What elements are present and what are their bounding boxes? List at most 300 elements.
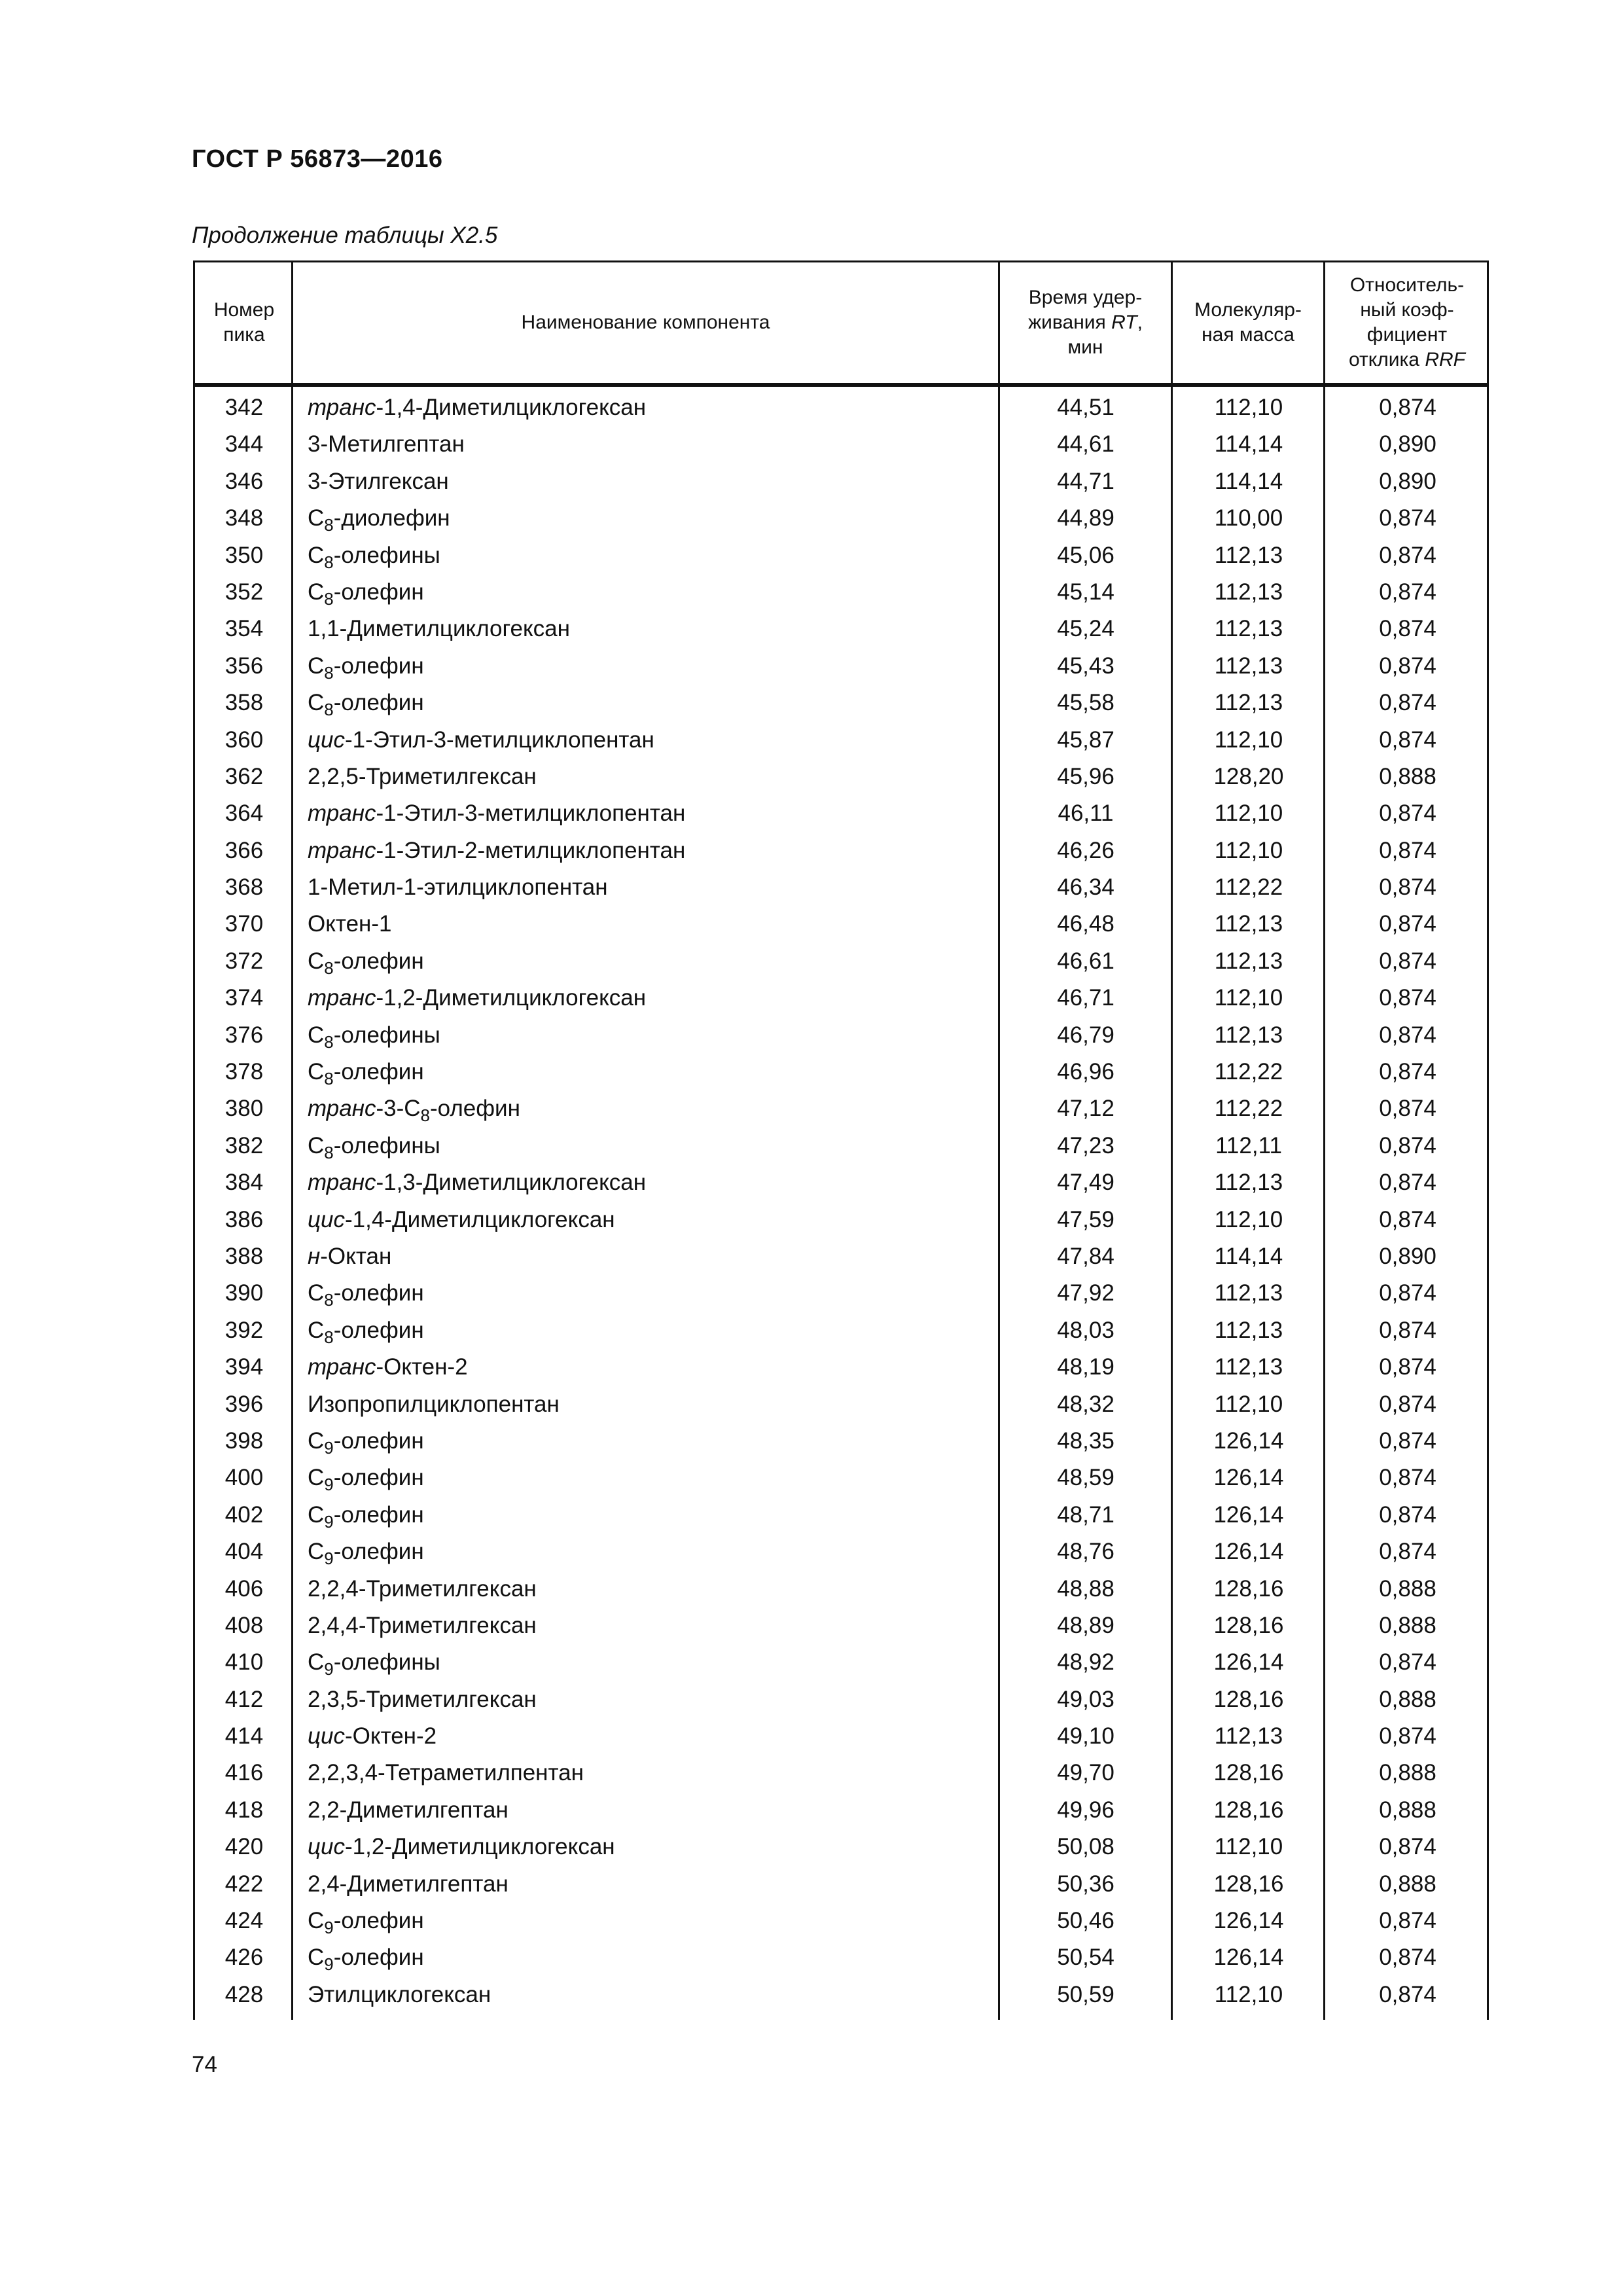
retention-time: 50,36 (1057, 1871, 1115, 1897)
retention-time: 48,88 (1057, 1575, 1115, 1602)
table-row (195, 1977, 1487, 2013)
retention-time: 49,03 (1057, 1686, 1115, 1712)
name-part: цис (308, 1834, 345, 1860)
rrf-value: 0,890 (1379, 1243, 1436, 1269)
rrf-value: 0,874 (1379, 1834, 1436, 1860)
rrf-value: 0,874 (1379, 1170, 1436, 1196)
peak-number: 370 (224, 911, 264, 937)
table-body (195, 389, 1487, 2013)
subscript: 9 (324, 1437, 334, 1458)
name-part: C (308, 690, 325, 716)
header-rrf: Относитель- ный коэф- фициент отклика RRF (1349, 274, 1465, 370)
rrf-value: 0,874 (1379, 1427, 1436, 1454)
retention-time: 50,46 (1057, 1908, 1115, 1934)
table-row (195, 1275, 1487, 1312)
peak-number: 388 (224, 1243, 264, 1269)
molecular-mass: 114,14 (1214, 431, 1283, 457)
table-row (195, 1607, 1487, 1644)
name-part: C (308, 1059, 325, 1085)
retention-time: 50,54 (1057, 1945, 1115, 1971)
rrf-value: 0,874 (1379, 690, 1436, 716)
retention-time: 45,14 (1057, 579, 1115, 605)
retention-time: 48,03 (1057, 1317, 1115, 1343)
molecular-mass: 128,16 (1213, 1797, 1284, 1823)
molecular-mass: 128,16 (1213, 1686, 1284, 1712)
name-part: -1,3-Диметилциклогексан (376, 1170, 647, 1196)
rrf-value: 0,874 (1379, 1501, 1436, 1528)
molecular-mass: 112,10 (1214, 1981, 1283, 2007)
name-part: -олефин (333, 1465, 424, 1491)
molecular-mass: 114,14 (1214, 1243, 1283, 1269)
subscript: 9 (324, 1511, 334, 1532)
rrf-value: 0,874 (1379, 1280, 1436, 1306)
name-part: -диолефин (333, 505, 450, 531)
table-row (195, 1164, 1487, 1201)
molecular-mass: 112,11 (1215, 1132, 1282, 1158)
molecular-mass: 126,14 (1213, 1501, 1284, 1528)
molecular-mass: 114,14 (1214, 468, 1283, 494)
name-part: 2,3,5-Триметилгексан (308, 1686, 537, 1712)
name-part: цис (308, 1206, 345, 1232)
peak-number: 414 (224, 1723, 264, 1749)
rrf-value: 0,874 (1379, 1022, 1436, 1048)
table-row (195, 759, 1487, 795)
name-part: -1,4-Диметилциклогексан (344, 1206, 615, 1232)
subscript: 8 (324, 588, 334, 609)
name-part: -Октен-2 (376, 1354, 468, 1380)
table-row (195, 685, 1487, 721)
rrf-value: 0,888 (1379, 1871, 1436, 1897)
molecular-mass: 112,10 (1214, 726, 1283, 753)
name-part: транс (308, 800, 376, 827)
molecular-mass: 126,14 (1213, 1539, 1284, 1565)
peak-number: 374 (224, 985, 264, 1011)
peak-number: 420 (224, 1834, 264, 1860)
retention-time: 47,84 (1057, 1243, 1115, 1269)
table-row (195, 1349, 1487, 1386)
molecular-mass: 112,22 (1214, 874, 1283, 901)
table-row (195, 1090, 1487, 1127)
molecular-mass: 112,10 (1214, 1206, 1283, 1232)
table-row (195, 1792, 1487, 1829)
table-row (195, 426, 1487, 463)
subscript: 8 (324, 1327, 334, 1347)
molecular-mass: 112,10 (1214, 1834, 1283, 1860)
molecular-mass: 128,16 (1213, 1760, 1284, 1786)
molecular-mass: 112,13 (1214, 1022, 1283, 1048)
table-row (195, 1202, 1487, 1238)
table-row (195, 1866, 1487, 1903)
name-part: транс (308, 1354, 376, 1380)
peak-number: 424 (224, 1908, 264, 1934)
molecular-mass: 112,13 (1214, 1170, 1283, 1196)
table-row (195, 1460, 1487, 1496)
rrf-value: 0,888 (1379, 1686, 1436, 1712)
peak-number: 386 (224, 1206, 264, 1232)
rrf-value: 0,874 (1379, 800, 1436, 827)
rrf-value: 0,874 (1379, 1981, 1436, 2007)
retention-time: 49,10 (1057, 1723, 1115, 1749)
name-part: -олефин (333, 948, 424, 974)
name-part: C (308, 542, 325, 568)
table-row (195, 1644, 1487, 1681)
name-part: транс (308, 1096, 376, 1122)
molecular-mass: 112,13 (1214, 653, 1283, 679)
molecular-mass: 112,13 (1214, 1354, 1283, 1380)
rrf-value: 0,874 (1379, 726, 1436, 753)
name-part: -олефин (333, 1280, 424, 1306)
peak-number: 354 (224, 616, 264, 642)
table-row (195, 1681, 1487, 1718)
peak-number: 352 (224, 579, 264, 605)
retention-time: 48,89 (1057, 1612, 1115, 1638)
peak-number: 378 (224, 1059, 264, 1085)
name-part: -олефин (333, 579, 424, 605)
name-part: C (308, 653, 325, 679)
rrf-value: 0,874 (1379, 505, 1436, 531)
table-row (195, 1829, 1487, 1865)
molecular-mass: 128,16 (1213, 1612, 1284, 1638)
name-part: 2,4,4-Триметилгексан (308, 1612, 537, 1638)
molecular-mass: 112,13 (1214, 579, 1283, 605)
name-part: 2,2,5-Триметилгексан (308, 763, 537, 789)
name-part: цис (308, 726, 345, 753)
rrf-value: 0,888 (1379, 1612, 1436, 1638)
rrf-value: 0,874 (1379, 948, 1436, 974)
retention-time: 47,12 (1057, 1096, 1115, 1122)
name-part: C (308, 948, 325, 974)
peak-number: 380 (224, 1096, 264, 1122)
peak-number: 418 (224, 1797, 264, 1823)
molecular-mass: 112,10 (1214, 800, 1283, 827)
peak-number: 368 (224, 874, 264, 901)
retention-time: 45,06 (1057, 542, 1115, 568)
peak-number: 384 (224, 1170, 264, 1196)
rrf-value: 0,874 (1379, 1945, 1436, 1971)
retention-time: 45,58 (1057, 690, 1115, 716)
table-row (195, 1238, 1487, 1275)
retention-time: 45,43 (1057, 653, 1115, 679)
name-part: -олефин (333, 1945, 424, 1971)
peak-number: 416 (224, 1760, 264, 1786)
name-part: -олефин (429, 1096, 520, 1122)
rrf-value: 0,874 (1379, 1649, 1436, 1676)
rrf-value: 0,874 (1379, 1132, 1436, 1158)
name-part: 2,2,3,4-Тетраметилпентан (308, 1760, 584, 1786)
table-row (195, 722, 1487, 759)
molecular-mass: 112,13 (1214, 690, 1283, 716)
molecular-mass: 112,13 (1214, 911, 1283, 937)
name-part: 1-Метил-1-этилциклопентан (308, 874, 608, 901)
retention-time: 50,59 (1057, 1981, 1115, 2007)
name-part: C (308, 505, 325, 531)
table-row (195, 943, 1487, 980)
page-number: 74 (192, 2052, 217, 2077)
peak-number: 364 (224, 800, 264, 827)
molecular-mass: 126,14 (1213, 1465, 1284, 1491)
retention-time: 44,51 (1057, 395, 1115, 420)
name-part: -1,2-Диметилциклогексан (344, 1834, 615, 1860)
table-row (195, 500, 1487, 537)
header-component-name: Наименование компонента (521, 312, 770, 333)
header-molecular-mass: Молекуляр- ная масса (1194, 299, 1302, 346)
retention-time: 48,76 (1057, 1539, 1115, 1565)
name-part: C (308, 1945, 325, 1971)
retention-time: 48,92 (1057, 1649, 1115, 1676)
name-part: -олефин (333, 1539, 424, 1565)
peak-number: 394 (224, 1354, 264, 1380)
table-row (195, 1939, 1487, 1976)
name-part: -1,2-Диметилциклогексан (376, 985, 647, 1011)
peak-number: 396 (224, 1391, 264, 1417)
table-row (195, 1718, 1487, 1755)
table-caption (192, 223, 497, 249)
rrf-value: 0,888 (1379, 1760, 1436, 1786)
table-row (195, 574, 1487, 611)
peak-number: 360 (224, 726, 264, 753)
subscript: 8 (324, 662, 334, 683)
retention-time: 46,61 (1057, 948, 1115, 974)
name-part: -олефины (333, 542, 440, 568)
retention-time: 45,87 (1057, 726, 1115, 753)
peak-number: 358 (224, 690, 264, 716)
retention-time: 45,96 (1057, 763, 1115, 789)
table-row (195, 795, 1487, 832)
subscript: 8 (324, 958, 334, 978)
rrf-value: 0,874 (1379, 1723, 1436, 1749)
name-part: C (308, 1427, 325, 1454)
table-row (195, 1128, 1487, 1164)
peak-number: 344 (224, 431, 264, 457)
retention-time: 44,71 (1057, 468, 1115, 494)
peak-number: 402 (224, 1501, 264, 1528)
name-part: -олефин (333, 1501, 424, 1528)
peak-number: 412 (224, 1686, 264, 1712)
name-part: -олефин (333, 1059, 424, 1085)
header-retention-time: Время удер- живания RT, мин (1028, 287, 1143, 358)
molecular-mass: 110,00 (1214, 505, 1283, 531)
name-part: C (308, 1132, 325, 1158)
name-part: транс (308, 837, 376, 863)
table-row (195, 1534, 1487, 1570)
peak-number: 346 (224, 468, 264, 494)
caption-prefix: Продолжение таблицы (192, 223, 451, 248)
peak-number: 390 (224, 1280, 264, 1306)
peak-number: 366 (224, 837, 264, 863)
molecular-mass: 112,22 (1214, 1059, 1283, 1085)
name-part: C (308, 1649, 325, 1676)
table-row (195, 1903, 1487, 1939)
rrf-value: 0,874 (1379, 837, 1436, 863)
subscript: 8 (324, 1142, 334, 1162)
retention-time: 46,48 (1057, 911, 1115, 937)
name-part: C (308, 1022, 325, 1048)
rrf-value: 0,874 (1379, 395, 1436, 420)
name-part: 2,4-Диметилгептан (308, 1871, 508, 1897)
molecular-mass: 126,14 (1213, 1908, 1284, 1934)
table-row (195, 463, 1487, 500)
table-row (195, 1054, 1487, 1090)
retention-time: 45,24 (1057, 616, 1115, 642)
table-row (195, 611, 1487, 647)
name-part: Изопропилциклопентан (308, 1391, 560, 1417)
name-part: C (308, 1317, 325, 1343)
name-part: -олефин (333, 1317, 424, 1343)
molecular-mass: 112,13 (1214, 1317, 1283, 1343)
name-part: -1-Этил-2-метилциклопентан (376, 837, 686, 863)
rrf-value: 0,874 (1379, 874, 1436, 901)
subscript: 9 (324, 1475, 334, 1495)
subscript: 8 (324, 1031, 334, 1052)
name-part: C (308, 1539, 325, 1565)
subscript: 8 (324, 1069, 334, 1089)
peak-number: 428 (224, 1981, 264, 2007)
peak-number: 410 (224, 1649, 264, 1676)
name-part: -1-Этил-3-метилциклопентан (376, 800, 686, 827)
molecular-mass: 112,13 (1214, 1280, 1283, 1306)
subscript: 8 (324, 1290, 334, 1310)
retention-time: 49,96 (1057, 1797, 1115, 1823)
name-part: -1-Этил-3-метилциклопентан (344, 726, 654, 753)
name-part: цис (308, 1723, 345, 1749)
subscript: 8 (324, 700, 334, 720)
rrf-value: 0,874 (1379, 1539, 1436, 1565)
rrf-value: 0,888 (1379, 1797, 1436, 1823)
name-part: -олефины (333, 1649, 440, 1676)
name-part: -олефины (333, 1022, 440, 1048)
subscript: 8 (324, 552, 334, 572)
caption-table-id: X2.5 (450, 223, 498, 248)
retention-time: 48,35 (1057, 1427, 1115, 1454)
rrf-value: 0,874 (1379, 1096, 1436, 1122)
retention-time: 48,19 (1057, 1354, 1115, 1380)
name-part: -олефин (333, 1427, 424, 1454)
retention-time: 50,08 (1057, 1834, 1115, 1860)
retention-time: 46,11 (1058, 800, 1114, 827)
subscript: 8 (324, 515, 334, 535)
molecular-mass: 112,10 (1214, 837, 1283, 863)
molecular-mass: 112,10 (1214, 395, 1283, 420)
retention-time: 47,92 (1057, 1280, 1115, 1306)
name-part: 2,2,4-Триметилгексан (308, 1575, 537, 1602)
peak-number: 342 (224, 395, 264, 420)
peak-number: 398 (224, 1427, 264, 1454)
rrf-value: 0,888 (1379, 763, 1436, 789)
subscript: 9 (324, 1954, 334, 1975)
rrf-value: 0,874 (1379, 1206, 1436, 1232)
table-row (195, 833, 1487, 869)
rrf-value: 0,874 (1379, 1354, 1436, 1380)
retention-time: 46,26 (1057, 837, 1115, 863)
name-part: 3-Метилгептан (308, 431, 465, 457)
name-part: -3-C (376, 1096, 421, 1122)
header-peak-number: Номер пика (213, 299, 275, 346)
name-part: -олефин (333, 1908, 424, 1934)
name-part: н (308, 1243, 321, 1269)
peak-number: 348 (224, 505, 264, 531)
table-row (195, 648, 1487, 685)
molecular-mass: 128,20 (1213, 763, 1284, 789)
molecular-mass: 112,13 (1214, 948, 1283, 974)
peak-number: 382 (224, 1132, 264, 1158)
peak-number: 362 (224, 763, 264, 789)
name-part: 1,1-Диметилциклогексан (308, 616, 570, 642)
retention-time: 44,89 (1057, 505, 1115, 531)
name-part: C (308, 1908, 325, 1934)
document-code: ГОСТ Р 56873—2016 (192, 145, 443, 173)
table-row (195, 1386, 1487, 1423)
peak-number: 408 (224, 1612, 264, 1638)
name-part: транс (308, 985, 376, 1011)
retention-time: 48,71 (1057, 1501, 1115, 1528)
name-part: Октен-1 (308, 911, 392, 937)
table-row (195, 1571, 1487, 1607)
peak-number: 372 (224, 948, 264, 974)
subscript: 9 (324, 1918, 334, 1938)
name-part: -Октан (320, 1243, 392, 1269)
molecular-mass: 126,14 (1213, 1945, 1284, 1971)
retention-time: 47,23 (1057, 1132, 1115, 1158)
name-part: C (308, 1501, 325, 1528)
retention-time: 46,34 (1057, 874, 1115, 901)
rrf-value: 0,874 (1379, 616, 1436, 642)
table-row (195, 869, 1487, 906)
retention-time: 46,96 (1057, 1059, 1115, 1085)
name-part: C (308, 579, 325, 605)
peak-number: 400 (224, 1465, 264, 1491)
name-part: -олефин (333, 653, 424, 679)
table-row (195, 1497, 1487, 1534)
molecular-mass: 128,16 (1213, 1871, 1284, 1897)
name-part: транс (308, 1170, 376, 1196)
rrf-value: 0,874 (1379, 1317, 1436, 1343)
retention-time: 49,70 (1057, 1760, 1115, 1786)
molecular-mass: 112,10 (1214, 1391, 1283, 1417)
rrf-value: 0,874 (1379, 985, 1436, 1011)
retention-time: 47,59 (1057, 1206, 1115, 1232)
peak-number: 422 (224, 1871, 264, 1897)
molecular-mass: 112,13 (1214, 1723, 1283, 1749)
peak-number: 350 (224, 542, 264, 568)
name-part: -1,4-Диметилциклогексан (376, 395, 647, 420)
rrf-value: 0,888 (1379, 1575, 1436, 1602)
data-table (193, 260, 1489, 2020)
name-part: транс (308, 395, 376, 420)
header-separator (195, 383, 1487, 387)
rrf-value: 0,874 (1379, 579, 1436, 605)
table-row (195, 1017, 1487, 1054)
molecular-mass: 128,16 (1213, 1575, 1284, 1602)
rrf-value: 0,874 (1379, 542, 1436, 568)
peak-number: 426 (224, 1945, 264, 1971)
subscript: 9 (324, 1549, 334, 1569)
table-row (195, 1755, 1487, 1791)
peak-number: 356 (224, 653, 264, 679)
retention-time: 46,71 (1057, 985, 1115, 1011)
table-row (195, 537, 1487, 574)
name-part: C (308, 1280, 325, 1306)
molecular-mass: 112,10 (1214, 985, 1283, 1011)
molecular-mass: 112,22 (1214, 1096, 1283, 1122)
retention-time: 44,61 (1057, 431, 1115, 457)
molecular-mass: 126,14 (1213, 1649, 1284, 1676)
rrf-value: 0,890 (1379, 468, 1436, 494)
table-row (195, 906, 1487, 942)
name-part: -олефины (333, 1132, 440, 1158)
name-part: -олефин (333, 690, 424, 716)
retention-time: 46,79 (1057, 1022, 1115, 1048)
table-row (195, 980, 1487, 1016)
